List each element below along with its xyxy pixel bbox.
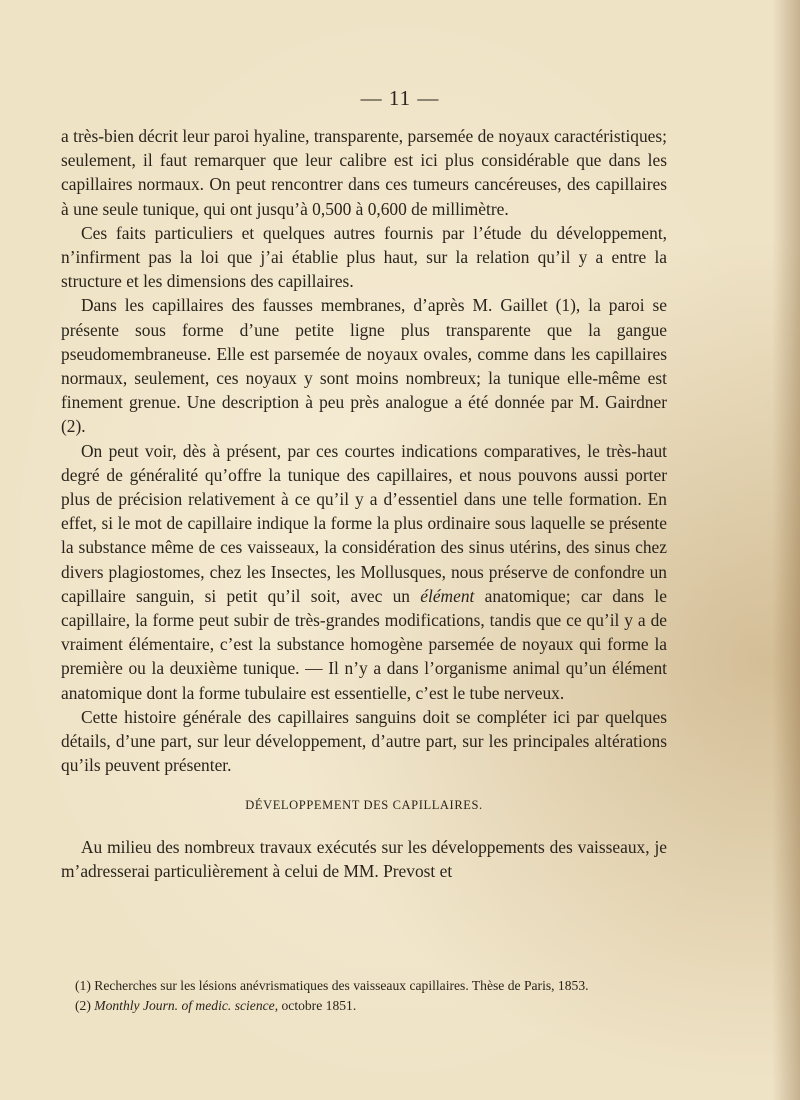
paragraph-1: a très-bien décrit leur paroi hyaline, transparente, parsemée de noyaux caractéristiques; seulement, il faut remarquer que leur calibre est ici plus considérable que dans les capillaires normaux. On peut rencontrer dans ces tumeurs cancéreuses, des capillaires à une seule tunique, qui ont jusqu’à 0,500 à 0,600 de millimètre. <box>61 126 667 219</box>
paragraph-2: Ces faits particuliers et quelques autres fournis par l’étude du développement, n’infirment pas la loi que j’ai établie plus haut, sur la relation qu’il y a entre la structure et les dimensions des capillaires. <box>61 222 667 292</box>
paragraph-4-text-a: On peut voir, dès à présent, par ces courtes indications comparatives, le très-haut degré de généralité qu’offre la tunique des capillaires, et nous pouvons aussi porter plus de précision relativement à ce qu’il y a d’essentiel dans une telle formation. En effet, si le mot de capillaire indique la forme la plus ordinaire sous laquelle se présente la substance même de ces vaisseaux, la considération des sinus utérins, des sinus chez divers plagiostomes, chez les Insectes, les Mollusques, nous préserve de confondre un capillaire sanguin, si petit qu’il soit, avec un <box>61 440 667 606</box>
paragraph-4-emphasis: élément <box>420 585 475 606</box>
footnote-2 <box>75 996 675 1016</box>
page-number: — 11 — <box>360 86 440 110</box>
footnotes <box>75 976 675 1016</box>
footnote-2-journal: Monthly Journ. of medic. science <box>94 998 275 1013</box>
body-text <box>61 124 667 883</box>
paragraph-4-text-b: anatomique; car dans le capillaire, la forme peut subir de très-grandes modifications, tandis que ce qu’il y a de vraiment élémentaire, c’est la substance homogène parsemée de noyaux qui forme la première ou la deuxième tunique. — Il n’y a dans l’organisme animal qu’un élément anatomique dont la forme tubulaire est essentielle, c’est le tube nerveux. <box>61 585 667 703</box>
paragraph-5: Cette histoire générale des capillaires sanguins doit se compléter ici par quelques détails, d’une part, sur leur développement, d’autre part, sur les principales altérations qu’ils peuvent présenter. <box>61 706 667 776</box>
footnote-1: (1) Recherches sur les lésions anévrismatiques des vaisseaux capillaires. Thèse de Paris, 1853. <box>75 978 589 993</box>
paragraph-4 <box>61 439 667 705</box>
section-heading: DÉVELOPPEMENT DES CAPILLAIRES. <box>245 798 483 813</box>
footnote-2-number: (2) <box>75 998 95 1013</box>
paragraph-3: Dans les capillaires des fausses membranes, d’après M. Gaillet (1), la paroi se présente sous forme d’une petite ligne plus transparente que la gangue pseudomembraneuse. Elle est parsemée de noyaux ovales, comme dans les capillaires normaux, seulement, ces noyaux y sont moins nombreux; la tunique elle-même est finement grenue. Une description à peu près analogue a été donnée par M. Gairdner (2). <box>61 295 667 437</box>
footnote-2-rest: , octobre 1851. <box>274 998 357 1013</box>
section-paragraph: Au milieu des nombreux travaux exécutés sur les développements des vaisseaux, je m’adresserai particulièrement à celui de MM. Prevost et <box>61 836 667 881</box>
page-edge-shadow <box>772 0 800 1100</box>
